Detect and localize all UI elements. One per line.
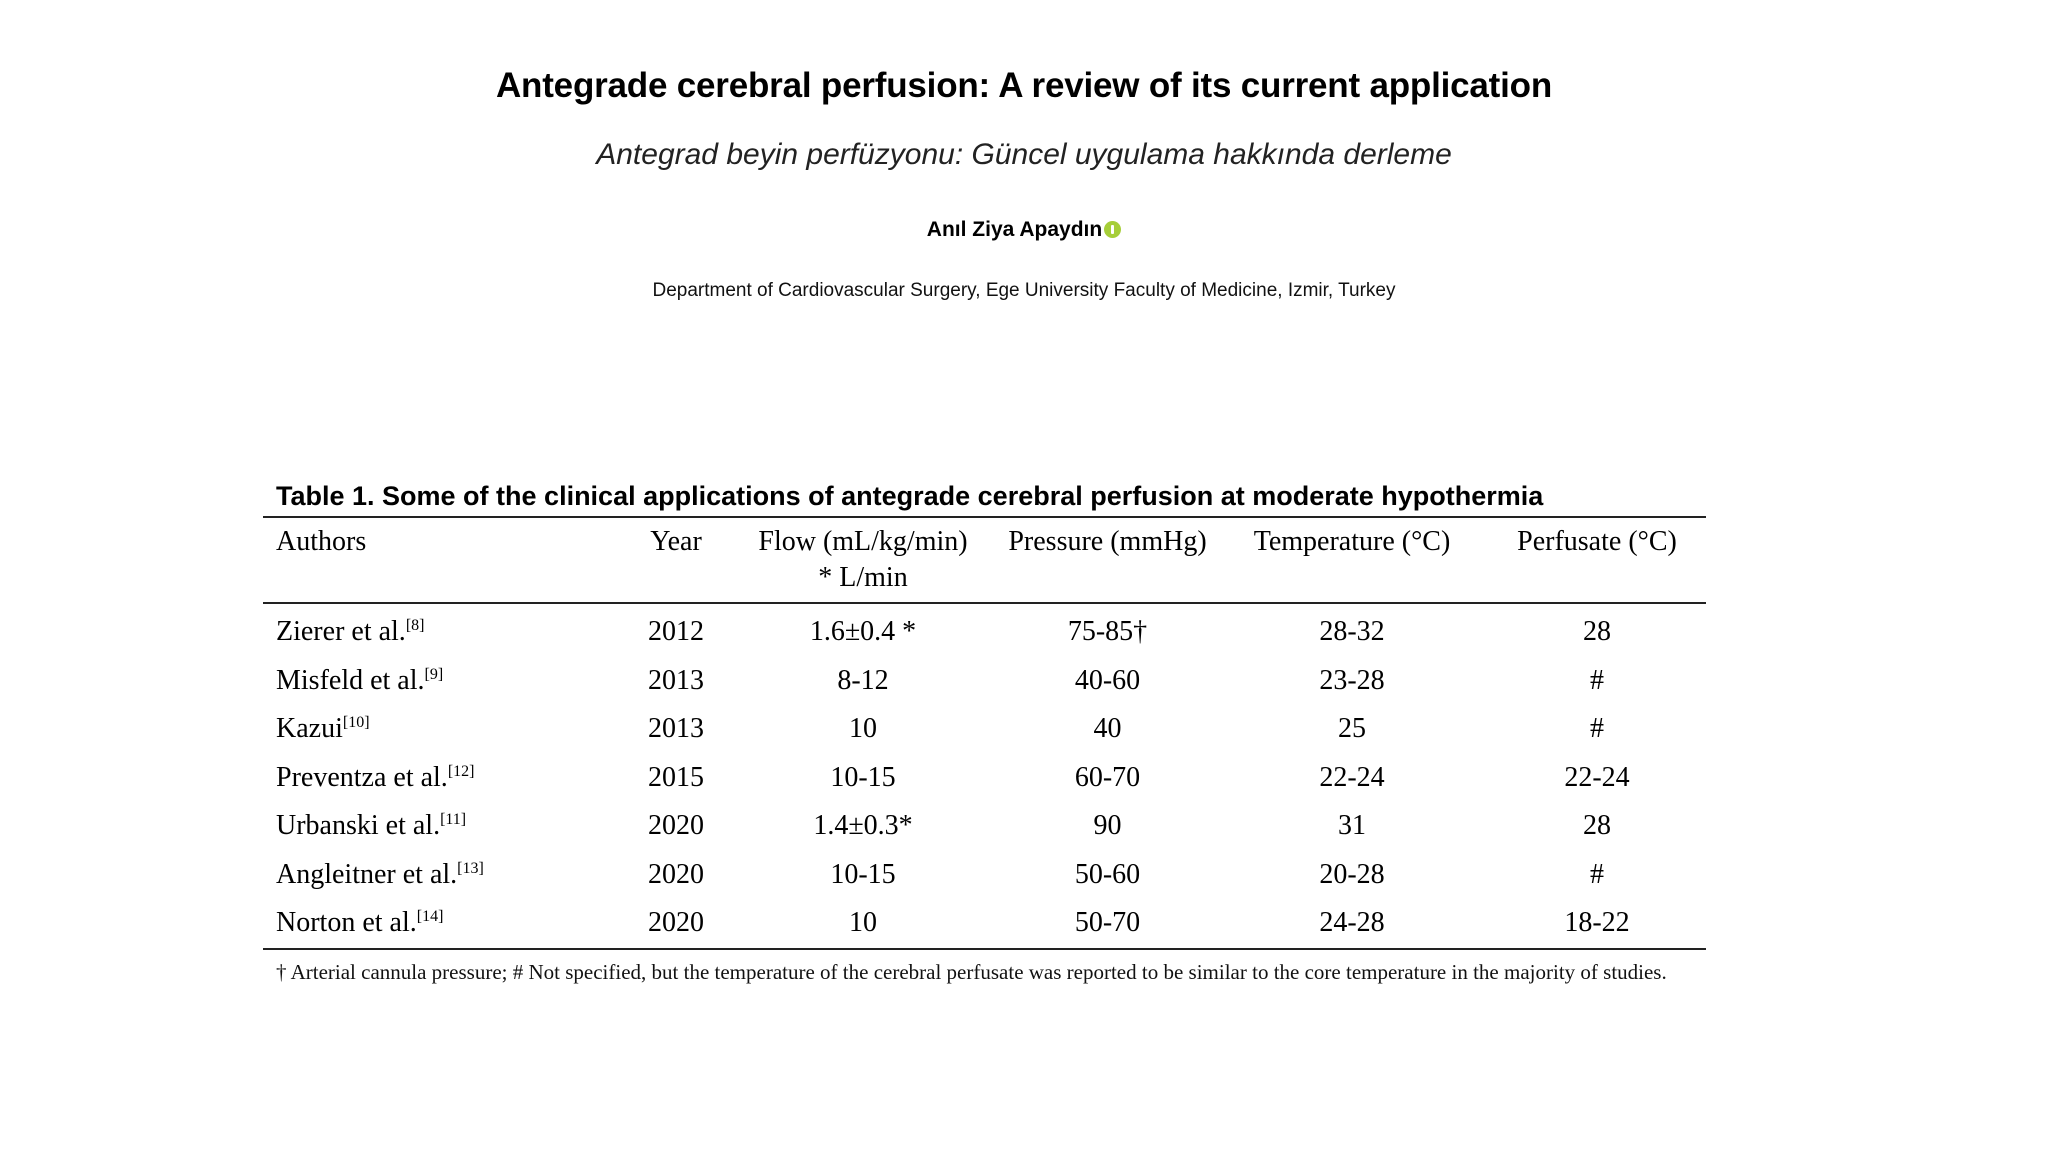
cell-flow: 10 xyxy=(849,907,877,939)
author-name-cell: Angleitner et al. xyxy=(276,858,458,890)
cell-temperature: 24-28 xyxy=(1319,907,1385,939)
reference-marker[interactable]: [8] xyxy=(405,617,425,635)
author-name-cell: Norton et al. xyxy=(276,907,417,939)
col-header-year: Year xyxy=(625,517,727,603)
cell-perfusate: 22-24 xyxy=(1564,761,1630,793)
cell-pressure: 50-70 xyxy=(1074,907,1141,939)
cell-temperature: 22-24 xyxy=(1319,761,1385,793)
table-caption: Table 1. Some of the clinical applications of antegrade cerebral perfusion at moderate hypothermia xyxy=(276,481,1544,511)
paper-subtitle: Antegrad beyin perfüzyonu: Güncel uygulama hakkında derleme xyxy=(596,138,1452,171)
cell-perfusate: 28 xyxy=(1583,616,1611,648)
cell-temperature: 23-28 xyxy=(1319,664,1385,696)
col-header-flow xyxy=(727,517,999,603)
author-line xyxy=(0,218,2048,242)
reference-marker[interactable]: [12] xyxy=(447,762,475,780)
cell-author xyxy=(263,851,625,900)
cell-pressure: 50-60 xyxy=(1074,858,1141,890)
cell-year: 2020 xyxy=(648,907,704,939)
reference-marker[interactable]: [9] xyxy=(424,665,444,683)
paper-title: Antegrade cerebral perfusion: A review of its current application xyxy=(495,66,1553,105)
cell-pressure: 40-60 xyxy=(1074,664,1141,696)
cell-author xyxy=(263,754,625,803)
cell-year: 2015 xyxy=(648,761,704,793)
affiliation: Department of Cardiovascular Surgery, Ege University Faculty of Medicine, Izmir, Turkey xyxy=(652,280,1396,301)
cell-author xyxy=(263,603,625,657)
cell-temperature: 20-28 xyxy=(1319,858,1385,890)
cell-flow: 8-12 xyxy=(837,664,889,696)
cell-perfusate: # xyxy=(1590,858,1604,890)
reference-marker[interactable]: [11] xyxy=(440,811,467,829)
col-header-flow-sub: * L/min xyxy=(818,562,908,593)
table-row xyxy=(263,802,1706,851)
author-name-cell: Zierer et al. xyxy=(276,616,406,648)
table-footnote: † Arterial cannula pressure; # Not specified, but the temperature of the cerebral perfusate was reported to be similar to the core temperature in the majority of studies. xyxy=(276,959,1667,984)
reference-marker[interactable]: [13] xyxy=(457,859,484,877)
table-row xyxy=(263,851,1706,900)
col-header-authors: Authors xyxy=(263,517,625,603)
table-body xyxy=(263,603,1706,949)
col-header-pressure: Pressure (mmHg) xyxy=(999,517,1216,603)
cell-year: 2013 xyxy=(648,713,704,745)
table-row xyxy=(263,705,1706,754)
cell-pressure: 75-85† xyxy=(1067,616,1148,648)
author-name-cell: Preventza et al. xyxy=(276,761,448,793)
data-table xyxy=(263,516,1706,950)
cell-perfusate: # xyxy=(1590,664,1604,696)
cell-flow: 10-15 xyxy=(830,761,896,793)
cell-temperature: 31 xyxy=(1338,810,1366,842)
cell-pressure: 60-70 xyxy=(1074,761,1141,793)
col-header-flow-label: Flow (mL/kg/min) xyxy=(758,526,968,557)
table-header-row xyxy=(263,517,1706,603)
cell-pressure: 40 xyxy=(1093,713,1122,745)
author-name-cell: Urbanski et al. xyxy=(276,810,441,842)
cell-year: 2020 xyxy=(648,810,704,842)
cell-temperature: 28-32 xyxy=(1319,616,1385,648)
reference-marker[interactable]: [10] xyxy=(342,714,370,732)
orcid-icon[interactable] xyxy=(1104,221,1121,238)
cell-year: 2012 xyxy=(648,616,704,648)
cell-author xyxy=(263,657,625,706)
author-name-cell: Misfeld et al. xyxy=(276,664,425,696)
table-row xyxy=(263,657,1706,706)
cell-perfusate: 28 xyxy=(1583,810,1611,842)
table-block xyxy=(263,476,1706,987)
cell-temperature: 25 xyxy=(1338,713,1366,745)
table-row xyxy=(263,899,1706,949)
col-header-temperature: Temperature (°C) xyxy=(1216,517,1488,603)
cell-author xyxy=(263,802,625,851)
cell-author xyxy=(263,899,625,949)
col-header-perfusate: Perfusate (°C) xyxy=(1488,517,1706,603)
cell-flow: 1.6±0.4 * xyxy=(809,616,917,648)
cell-perfusate: 18-22 xyxy=(1564,907,1630,939)
author-name: Anıl Ziya Apaydın xyxy=(926,218,1103,241)
reference-marker[interactable]: [14] xyxy=(416,908,444,926)
cell-flow: 10-15 xyxy=(830,858,896,890)
author-name-cell: Kazui xyxy=(276,713,343,745)
cell-year: 2020 xyxy=(648,858,704,890)
cell-year: 2013 xyxy=(648,664,704,696)
table-row xyxy=(263,603,1706,657)
cell-author xyxy=(263,705,625,754)
cell-perfusate: # xyxy=(1590,713,1604,745)
table-row xyxy=(263,754,1706,803)
cell-pressure: 90 xyxy=(1093,810,1122,842)
cell-flow: 10 xyxy=(849,713,877,745)
cell-flow: 1.4±0.3* xyxy=(813,810,913,842)
